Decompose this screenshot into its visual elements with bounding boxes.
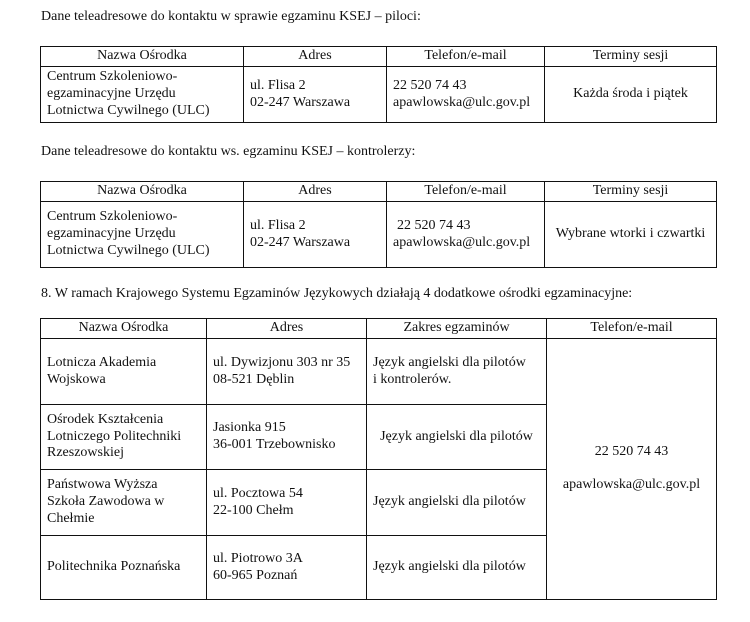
- scope-line: i kontrolerów.: [373, 371, 452, 387]
- address-line: 02-247 Warszawa: [250, 94, 351, 110]
- address-line: 36-001 Trzebownisko: [213, 437, 336, 452]
- header-address: Adres: [244, 182, 387, 202]
- name-line: egzaminacyjne Urzędu: [47, 226, 176, 242]
- name-line: Politechnika Poznańska: [47, 559, 181, 575]
- center-name-cell: [41, 405, 207, 470]
- center-name-cell: [41, 536, 207, 600]
- center-name-cell: [41, 202, 244, 268]
- name-line: egzaminacyjne Urzędu: [47, 86, 176, 102]
- phone-text: 22 520 74 43: [397, 217, 471, 233]
- name-line: Centrum Szkoleniowo-: [47, 209, 178, 225]
- address-line: ul. Dywizjonu 303 nr 35: [213, 354, 351, 370]
- contact-cell: [387, 202, 545, 268]
- address-cell: [244, 202, 387, 268]
- contact-cell: [387, 67, 545, 123]
- address-line: ul. Flisa 2: [250, 77, 306, 93]
- address-line: Jasionka 915: [213, 420, 286, 436]
- center-name-cell: [41, 470, 207, 536]
- address-line: 08-521 Dęblin: [213, 371, 295, 387]
- table-header-row: [41, 47, 717, 67]
- email-text: apawlowska@ulc.gov.pl: [562, 477, 701, 492]
- name-line: Lotnictwa Cywilnego (ULC): [47, 242, 210, 258]
- sessions-cell: Każda środa i piątek: [545, 67, 717, 123]
- phone-text: 22 520 74 43: [594, 444, 669, 460]
- name-line: Państwowa Wyższa: [47, 477, 158, 493]
- email-text: apawlowska@ulc.gov.pl: [393, 234, 531, 250]
- center-name-cell: [41, 67, 244, 123]
- scope-line: Język angielski dla pilotów: [373, 354, 526, 370]
- header-contact: Telefon/e-mail: [387, 182, 545, 202]
- scope-cell: [367, 536, 547, 600]
- header-name: Nazwa Ośrodka: [41, 47, 244, 67]
- address-cell: [244, 67, 387, 123]
- table-header-row: [41, 182, 717, 202]
- header-address: Adres: [207, 319, 367, 339]
- scope-line: Język angielski dla pilotów: [373, 559, 526, 575]
- center-name-cell: [41, 339, 207, 405]
- address-cell: [207, 470, 367, 536]
- name-line: Centrum Szkoleniowo-: [47, 69, 178, 85]
- header-name: Nazwa Ośrodka: [41, 319, 207, 339]
- scope-cell: [367, 405, 547, 470]
- name-line: Lotniczego Politechniki: [47, 428, 182, 444]
- address-line: ul. Piotrowo 3A: [213, 550, 303, 566]
- spacer: [553, 461, 710, 477]
- name-line: Lotnictwa Cywilnego (ULC): [47, 102, 210, 118]
- section-heading-pilots: Dane teleadresowe do kontaktu w sprawie egzaminu KSEJ – piloci:: [41, 9, 421, 24]
- address-line: 60-965 Poznań: [213, 567, 298, 583]
- table-row: [41, 202, 717, 268]
- address-line: ul. Pocztowa 54: [213, 485, 303, 501]
- email-text: apawlowska@ulc.gov.pl: [393, 94, 531, 110]
- table-header-row: [41, 319, 717, 339]
- header-sessions: Terminy sesji: [545, 182, 717, 202]
- phone-text: 22 520 74 43: [393, 77, 467, 93]
- scope-line: Język angielski dla pilotów: [380, 428, 533, 444]
- name-line: Wojskowa: [47, 371, 106, 387]
- section-heading-additional-centers: 8. W ramach Krajowego Systemu Egzaminów Językowych działają 4 dodatkowe ośrodki egzaminacyjne:: [41, 286, 633, 301]
- name-line: Rzeszowskiej: [47, 445, 124, 461]
- address-line: ul. Flisa 2: [250, 217, 306, 233]
- scope-cell: [367, 470, 547, 536]
- name-line: Ośrodek Kształcenia: [47, 411, 164, 427]
- controllers-table: [40, 181, 717, 268]
- address-line: 02-247 Warszawa: [250, 234, 351, 250]
- header-sessions: Terminy sesji: [545, 47, 717, 67]
- address-line: 22-100 Chełm: [213, 502, 294, 518]
- address-cell: [207, 339, 367, 405]
- table-row: [41, 67, 717, 123]
- scope-line: Język angielski dla pilotów: [373, 494, 526, 510]
- header-address: Adres: [244, 47, 387, 67]
- table-row: [41, 339, 717, 405]
- name-line: Chełmie: [47, 510, 95, 526]
- name-line: Szkoła Zawodowa w: [47, 494, 165, 510]
- header-contact: Telefon/e-mail: [547, 319, 717, 339]
- address-cell: [207, 536, 367, 600]
- header-name: Nazwa Ośrodka: [41, 182, 244, 202]
- additional-centers-table: [40, 318, 717, 600]
- header-scope: Zakres egzaminów: [367, 319, 547, 339]
- scope-cell: [367, 339, 547, 405]
- name-line: Lotnicza Akademia: [47, 354, 157, 370]
- pilots-table: [40, 46, 717, 123]
- sessions-cell: Wybrane wtorki i czwartki: [545, 202, 717, 268]
- address-cell: [207, 405, 367, 470]
- section-heading-controllers: Dane teleadresowe do kontaktu ws. egzaminu KSEJ – kontrolerzy:: [41, 144, 416, 159]
- shared-contact-cell: [547, 339, 717, 600]
- header-contact: Telefon/e-mail: [387, 47, 545, 67]
